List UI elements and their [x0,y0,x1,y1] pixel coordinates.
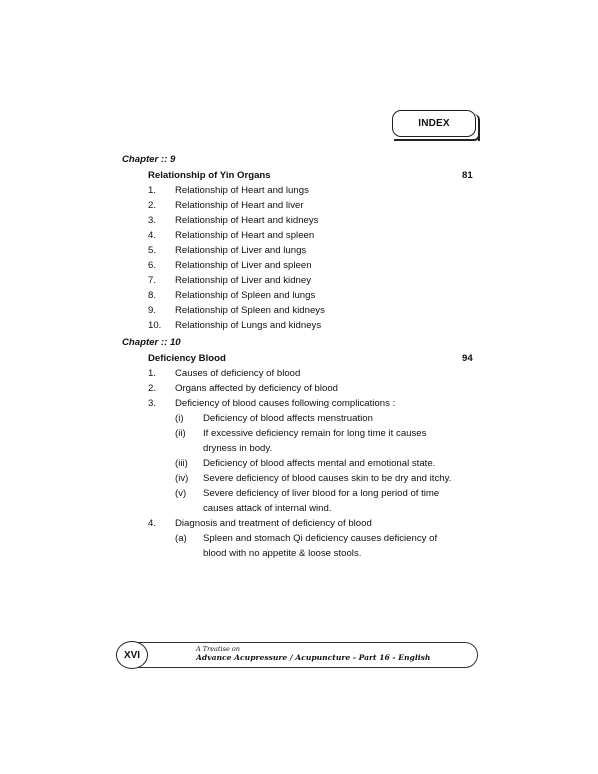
chapter-9-label: Chapter :: 9 [122,154,176,165]
index-heading: INDEX [418,118,450,129]
chapter-9-page: 81 [462,170,473,181]
chapter-10-title: Deficiency Blood [148,353,226,364]
index-heading-box [392,110,476,137]
footer-book-title: Advance Acupressure / Acupuncture - Part 16 - English [196,653,431,662]
footer-small-line: A Treatise on [196,645,240,653]
footer-page-number: XVI [116,641,148,669]
chapter-10-label: Chapter :: 10 [122,337,181,348]
chapter-9-title: Relationship of Yin Organs [148,170,271,181]
chapter-10-page: 94 [462,353,473,364]
